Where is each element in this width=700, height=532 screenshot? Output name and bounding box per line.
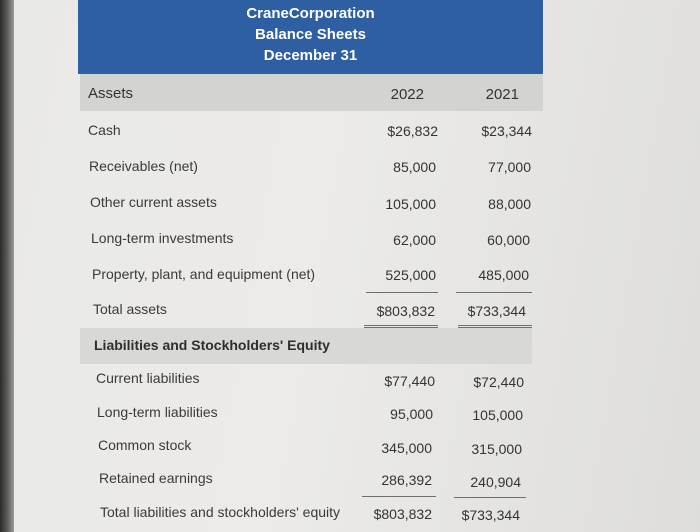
liability-row-2021: 315,000 [471,441,522,457]
liability-row-label: Retained earnings [99,470,213,486]
page-edge-shadow [0,0,14,532]
liability-row-2022: 95,000 [390,406,433,422]
asset-row-2022: $26,832 [387,123,438,139]
asset-row-label: Cash [88,122,121,138]
year-2021-header: 2021 [485,86,519,103]
asset-row-label: Property, plant, and equipment (net) [92,266,316,282]
assets-heading: Assets [88,85,134,102]
total-assets-2021: $733,344 [467,303,526,319]
subtotal-rule-2021 [456,292,532,293]
asset-row-label: Receivables (net) [89,158,198,174]
liability-row-2022: 286,392 [381,472,432,488]
asset-row-2021: 60,000 [487,232,530,248]
total-assets-label: Total assets [93,301,167,317]
asset-row-label: Long-term investments [91,230,234,246]
liability-row-2022: $77,440 [384,373,435,389]
liabilities-heading: Liabilities and Stockholders' Equity [94,337,330,353]
total-liabilities-2022: $803,832 [373,506,432,522]
year-2022-header: 2022 [390,86,424,103]
liability-row-2022: 345,000 [381,440,432,456]
asset-row-2021: 485,000 [478,267,529,283]
asset-row-label: Other current assets [90,194,217,210]
liability-row-2021: $72,440 [473,374,524,390]
subtotal-rule-2022 [362,496,436,497]
asset-row-2022: 85,000 [393,159,436,175]
asset-row-2022: 105,000 [385,196,436,212]
asset-row-2021: $23,344 [481,123,532,139]
total-assets-2022: $803,832 [376,303,435,319]
asset-row-2021: 77,000 [488,159,531,175]
statement-name: Balance Sheets [255,26,366,43]
asset-row-2022: 62,000 [393,232,436,248]
liability-row-2021: 105,000 [472,407,523,423]
statement-date: December 31 [263,47,358,64]
subtotal-rule-2021 [454,497,526,498]
liability-row-label: Current liabilities [96,370,200,386]
asset-row-2021: 88,000 [488,196,531,212]
liability-row-label: Common stock [98,437,192,453]
liability-row-label: Long-term liabilities [97,404,218,420]
company-name: CraneCorporation [246,5,375,22]
asset-row-2022: 525,000 [385,267,436,283]
subtotal-rule-2022 [366,292,438,293]
total-liabilities-label: Total liabilities and stockholders' equity [100,504,341,520]
total-liabilities-2021: $733,344 [461,507,520,523]
liability-row-2021: 240,904 [470,474,521,490]
